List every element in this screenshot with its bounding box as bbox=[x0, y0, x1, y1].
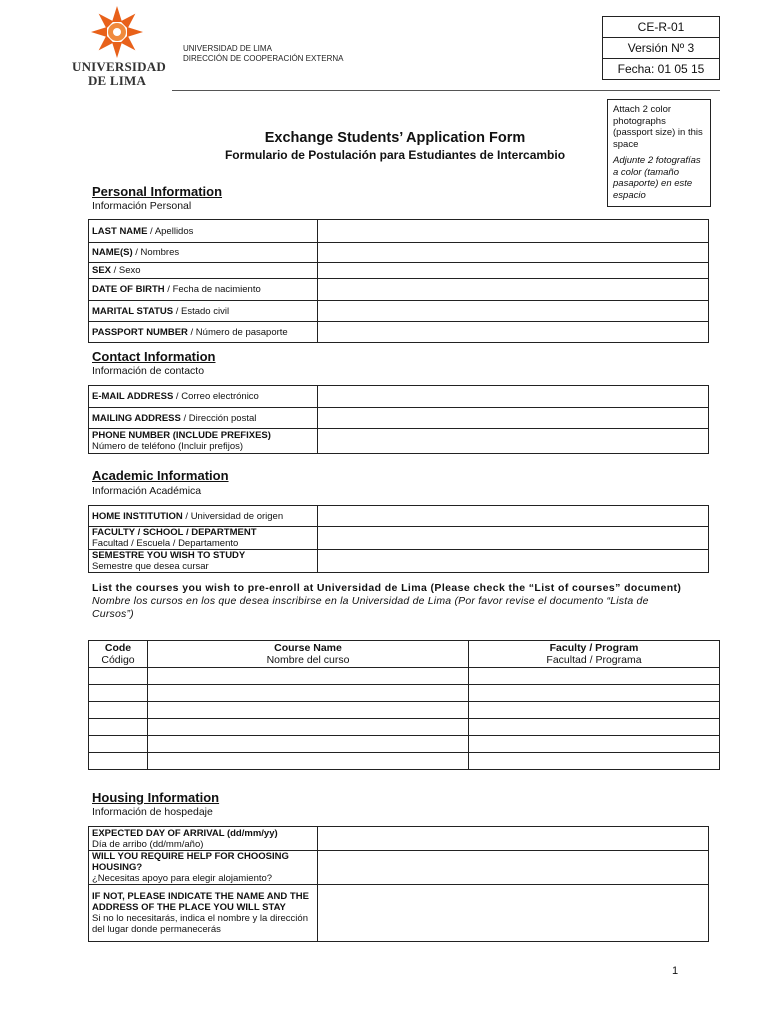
course-row bbox=[89, 736, 720, 753]
col-code-header: Code Código bbox=[89, 641, 148, 668]
contact-table bbox=[88, 385, 709, 454]
marital-status-field[interactable] bbox=[318, 301, 709, 322]
course-code-cell[interactable] bbox=[89, 702, 148, 719]
form-row bbox=[89, 885, 709, 942]
course-faculty-cell[interactable] bbox=[469, 719, 720, 736]
header-divider bbox=[172, 90, 720, 91]
housing-address-field[interactable] bbox=[318, 885, 709, 942]
course-faculty-cell[interactable] bbox=[469, 668, 720, 685]
field-label: PHONE NUMBER (INCLUDE PREFIXES) Número de teléfono (Incluir prefijos) bbox=[89, 429, 318, 454]
form-row bbox=[89, 550, 709, 573]
course-faculty-cell[interactable] bbox=[469, 702, 720, 719]
form-title-en: Exchange Students’ Application Form bbox=[264, 130, 526, 146]
sunburst-logo-icon bbox=[72, 4, 162, 60]
courses-note-en: List the courses you wish to pre-enroll at Universidad de Lima (Please check the “List of courses” document) bbox=[92, 582, 682, 594]
courses-table bbox=[88, 640, 720, 770]
course-name-cell[interactable] bbox=[148, 753, 469, 770]
course-code-cell[interactable] bbox=[89, 753, 148, 770]
home-institution-field[interactable] bbox=[318, 506, 709, 527]
academic-section-subtitle: Información Académica bbox=[92, 485, 202, 497]
date-of-birth-field[interactable] bbox=[318, 279, 709, 301]
field-label: WILL YOU REQUIRE HELP FOR CHOOSING HOUSING? ¿Necesitas apoyo para elegir alojamiento? bbox=[89, 851, 318, 885]
photo-box[interactable] bbox=[607, 99, 711, 207]
col-faculty-header: Faculty / Program Facultad / Programa bbox=[469, 641, 720, 668]
col-course-name-header: Course Name Nombre del curso bbox=[148, 641, 469, 668]
form-row bbox=[89, 301, 709, 322]
housing-section-title: Housing Information bbox=[92, 790, 220, 805]
personal-table bbox=[88, 219, 709, 343]
form-row bbox=[89, 506, 709, 527]
photo-instruction-es: Adjunte 2 fotografías a color (tamaño pasaporte) en este espacio bbox=[613, 155, 701, 201]
course-code-cell[interactable] bbox=[89, 685, 148, 702]
email-field[interactable] bbox=[318, 386, 709, 408]
arrival-date-field[interactable] bbox=[318, 827, 709, 851]
org-line-2: DIRECCIÓN DE COOPERACIÓN EXTERNA bbox=[183, 54, 344, 63]
phone-number-field[interactable] bbox=[318, 429, 709, 454]
document-version: Versión Nº 3 bbox=[603, 38, 719, 59]
field-label: EXPECTED DAY OF ARRIVAL (dd/mm/yy) Día de arribo (dd/mm/año) bbox=[89, 827, 318, 851]
form-row bbox=[89, 827, 709, 851]
personal-section-title: Personal Information bbox=[92, 184, 223, 199]
contact-section-subtitle: Información de contacto bbox=[92, 365, 205, 377]
semester-field[interactable] bbox=[318, 550, 709, 573]
form-row bbox=[89, 243, 709, 263]
course-name-cell[interactable] bbox=[148, 668, 469, 685]
photo-instruction-en: Attach 2 color photographs (passport size) in this space bbox=[613, 104, 703, 150]
page-number: 1 bbox=[672, 965, 679, 977]
course-row bbox=[89, 685, 720, 702]
field-label: MAILING ADDRESS / Dirección postal bbox=[89, 408, 318, 429]
course-code-cell[interactable] bbox=[89, 719, 148, 736]
course-name-cell[interactable] bbox=[148, 736, 469, 753]
courses-note-es: Nombre los cursos en los que desea inscribirse en la Universidad de Lima (Por favor revise el documento “Lista de Cursos”) bbox=[92, 595, 649, 620]
contact-section-title: Contact Information bbox=[92, 349, 216, 364]
university-logo bbox=[72, 4, 166, 88]
names-field[interactable] bbox=[318, 243, 709, 263]
course-name-cell[interactable] bbox=[148, 719, 469, 736]
academic-section-title: Academic Information bbox=[92, 468, 229, 483]
course-name-cell[interactable] bbox=[148, 685, 469, 702]
form-title-es: Formulario de Postulación para Estudiantes de Intercambio bbox=[224, 148, 566, 162]
field-label: HOME INSTITUTION / Universidad de origen bbox=[89, 506, 318, 527]
field-label: LAST NAME / Apellidos bbox=[89, 220, 318, 243]
housing-section-subtitle: Información de hospedaje bbox=[92, 806, 213, 818]
field-label: IF NOT, PLEASE INDICATE THE NAME AND THE ADDRESS OF THE PLACE YOU WILL STAY Si no lo necesitarás, indica el nombre y la dirección del lugar donde permanecerás bbox=[89, 885, 318, 942]
document-code-box bbox=[602, 16, 720, 80]
personal-section-subtitle: Información Personal bbox=[92, 200, 192, 212]
form-row bbox=[89, 279, 709, 301]
courses-header-row bbox=[89, 641, 720, 668]
form-row bbox=[89, 527, 709, 550]
form-row bbox=[89, 386, 709, 408]
housing-help-field[interactable] bbox=[318, 851, 709, 885]
form-row bbox=[89, 408, 709, 429]
document-code: CE-R-01 bbox=[603, 17, 719, 38]
course-code-cell[interactable] bbox=[89, 736, 148, 753]
field-label: SEX / Sexo bbox=[89, 263, 318, 279]
last-name-field[interactable] bbox=[318, 220, 709, 243]
sex-field[interactable] bbox=[318, 263, 709, 279]
field-label: PASSPORT NUMBER / Número de pasaporte bbox=[89, 322, 318, 343]
academic-table bbox=[88, 505, 709, 573]
document-date: Fecha: 01 05 15 bbox=[617, 62, 705, 76]
course-faculty-cell[interactable] bbox=[469, 685, 720, 702]
field-label: SEMESTRE YOU WISH TO STUDY Semestre que desea cursar bbox=[89, 550, 318, 573]
courses-instructions bbox=[92, 582, 688, 621]
field-label: FACULTY / SCHOOL / DEPARTMENT Facultad / Escuela / Departamento bbox=[89, 527, 318, 550]
logo-line-1: UNIVERSIDAD bbox=[72, 59, 166, 74]
course-row bbox=[89, 719, 720, 736]
field-label: DATE OF BIRTH / Fecha de nacimiento bbox=[89, 279, 318, 301]
field-label: E-MAIL ADDRESS / Correo electrónico bbox=[89, 386, 318, 408]
course-faculty-cell[interactable] bbox=[469, 753, 720, 770]
form-row bbox=[89, 322, 709, 343]
course-code-cell[interactable] bbox=[89, 668, 148, 685]
field-label: NAME(S) / Nombres bbox=[89, 243, 318, 263]
form-row bbox=[89, 429, 709, 454]
course-row bbox=[89, 668, 720, 685]
form-row bbox=[89, 263, 709, 279]
form-row bbox=[89, 220, 709, 243]
course-name-cell[interactable] bbox=[148, 702, 469, 719]
faculty-field[interactable] bbox=[318, 527, 709, 550]
course-row bbox=[89, 702, 720, 719]
form-row bbox=[89, 851, 709, 885]
course-faculty-cell[interactable] bbox=[469, 736, 720, 753]
course-row bbox=[89, 753, 720, 770]
housing-table bbox=[88, 826, 709, 942]
org-line-1: UNIVERSIDAD DE LIMA bbox=[183, 44, 272, 53]
org-name bbox=[183, 44, 343, 64]
field-label: MARITAL STATUS / Estado civil bbox=[89, 301, 318, 322]
logo-line-2: DE LIMA bbox=[87, 73, 147, 88]
mailing-address-field[interactable] bbox=[318, 408, 709, 429]
passport-number-field[interactable] bbox=[318, 322, 709, 343]
